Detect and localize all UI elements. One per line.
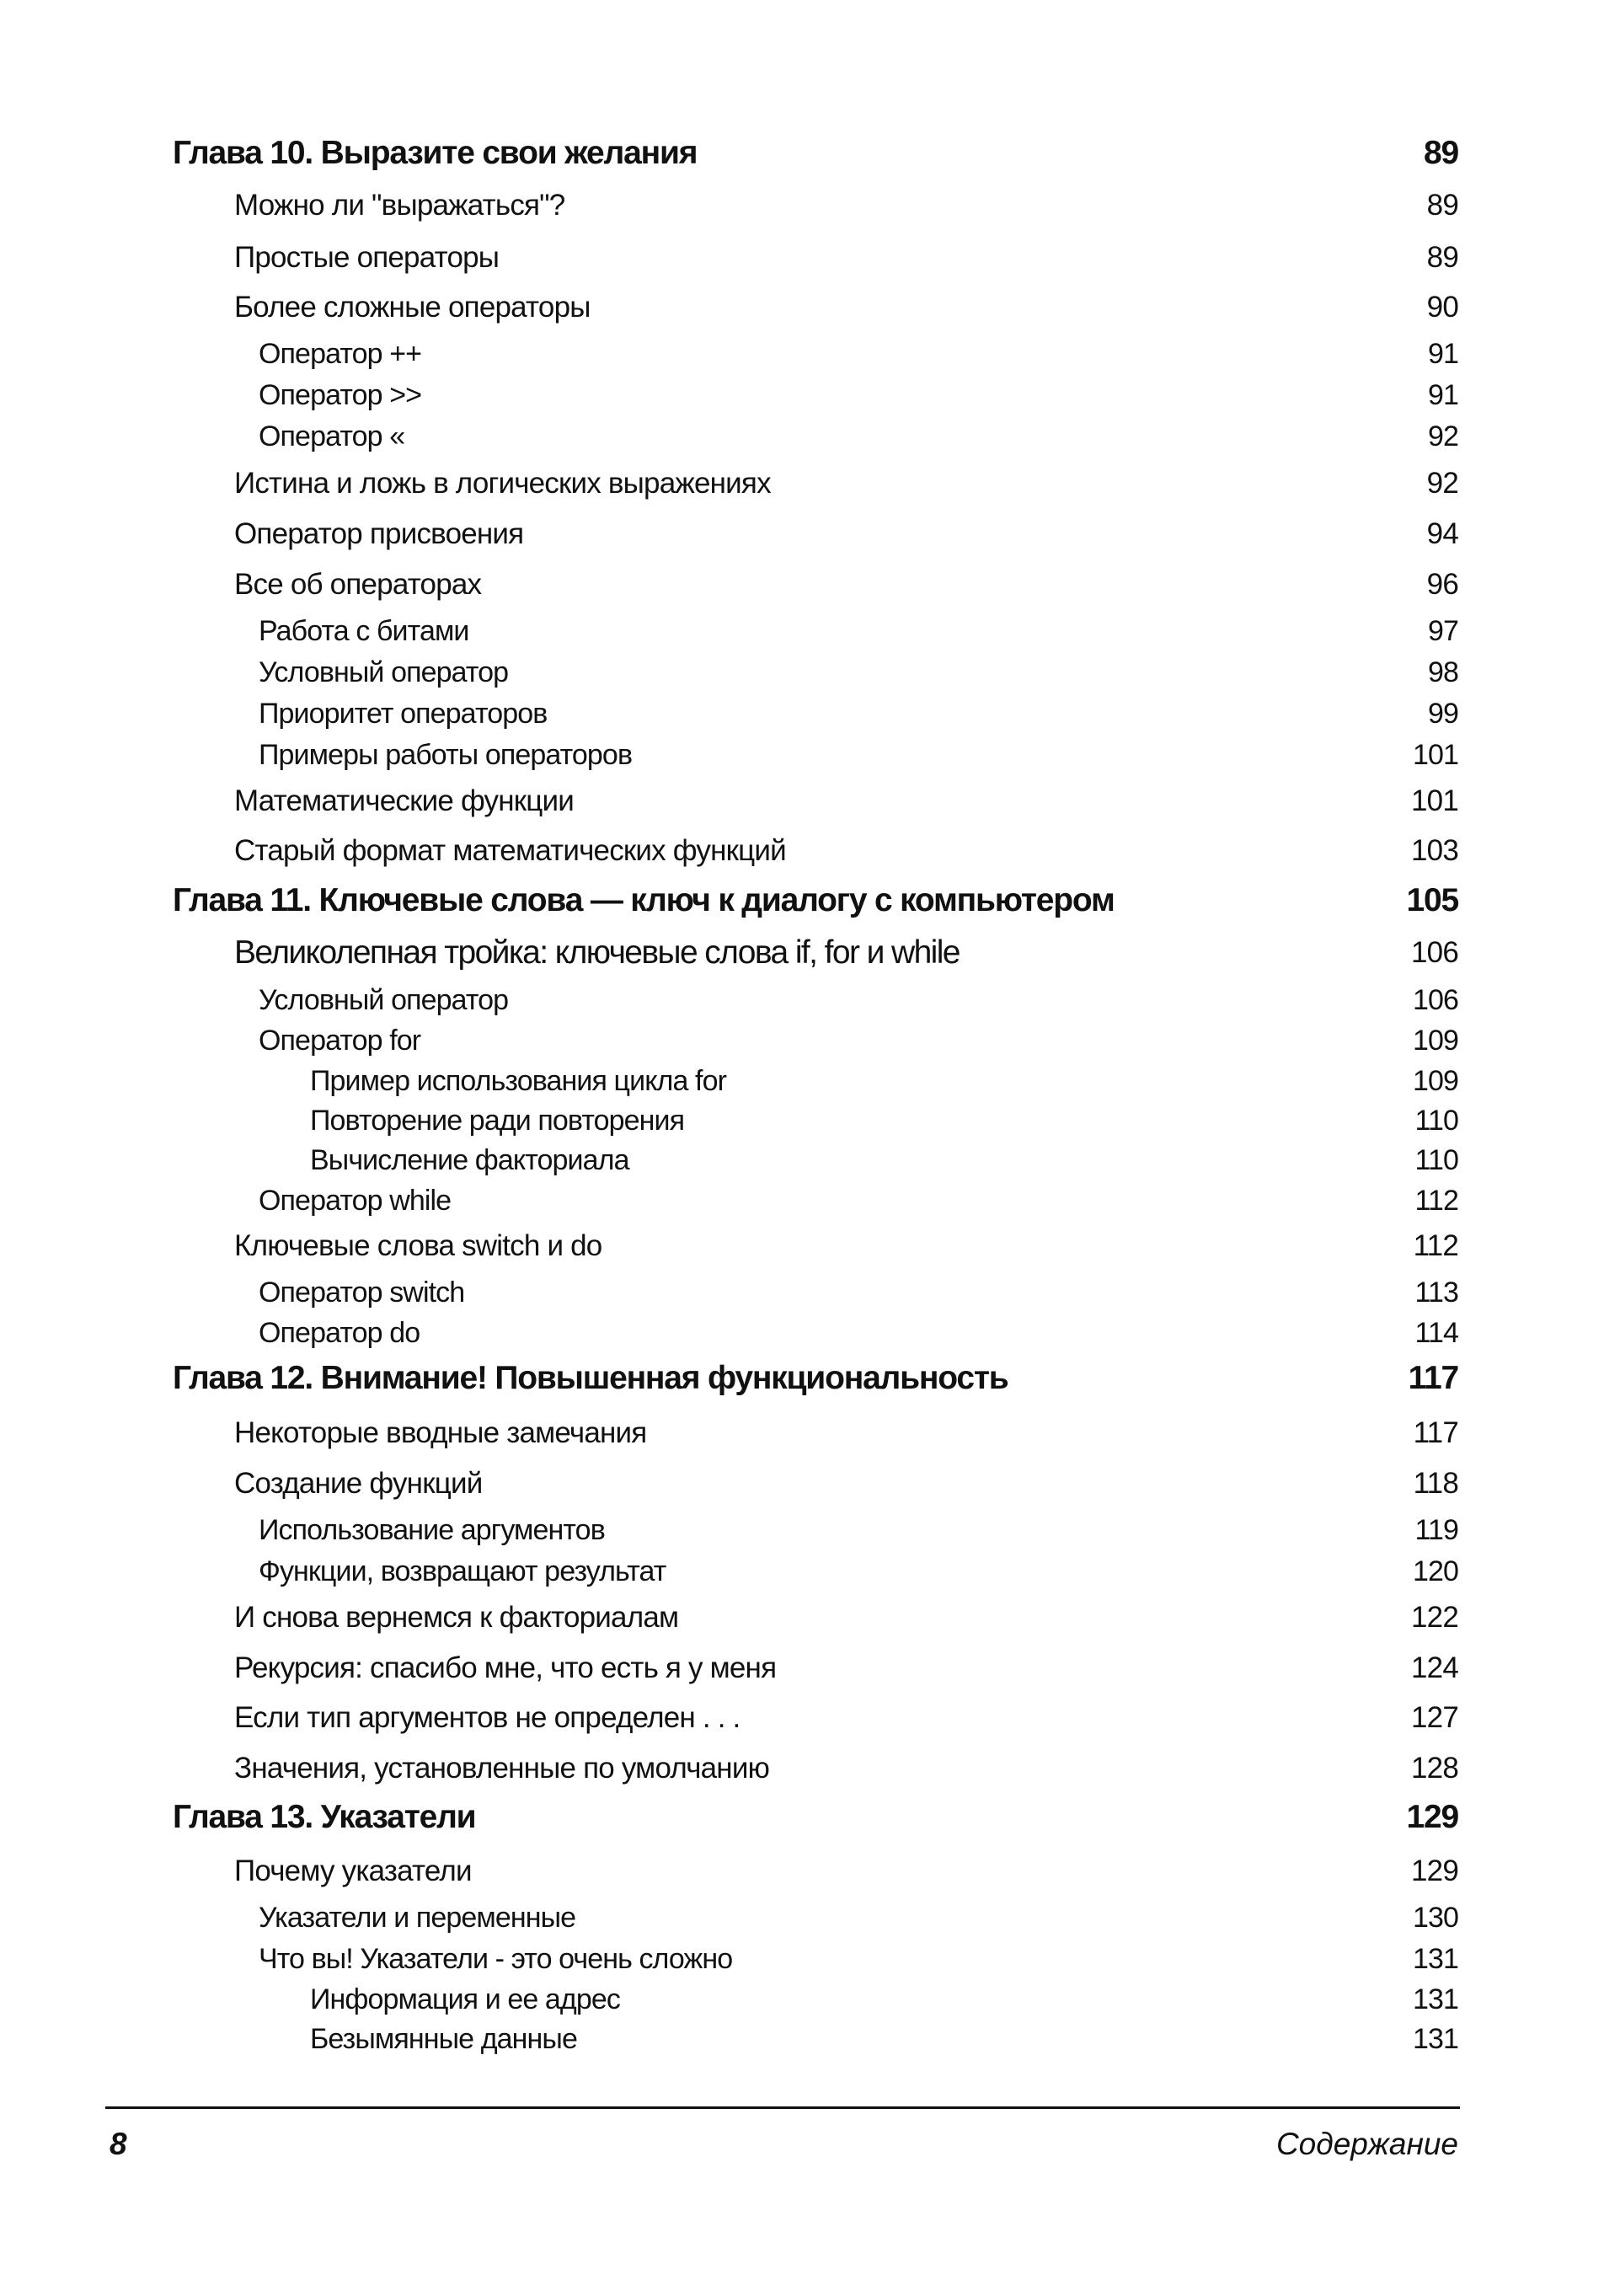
toc-entry-page: 91 bbox=[1427, 338, 1458, 370]
toc-entry-title: Старый формат математических функций bbox=[234, 834, 786, 867]
toc-entry-title: Почему указатели bbox=[234, 1854, 472, 1887]
toc-entry-title: Условный оператор bbox=[259, 656, 509, 688]
toc-entry bbox=[0, 562, 1604, 607]
toc-entry bbox=[0, 732, 1604, 778]
toc-entry bbox=[0, 235, 1604, 281]
toc-entry-page: 129 bbox=[1411, 1854, 1458, 1887]
toc-entry bbox=[0, 1410, 1604, 1456]
toc-entry-title: Оператор while bbox=[259, 1185, 452, 1217]
toc-entry bbox=[0, 1310, 1604, 1356]
footer-divider bbox=[105, 2106, 1460, 2109]
toc-entry bbox=[0, 461, 1604, 506]
toc-entry bbox=[0, 2016, 1604, 2062]
toc-entry-title: Великолепная тройка: ключевые слова if, for и while bbox=[234, 934, 960, 971]
toc-entry-title: Оператор ++ bbox=[259, 338, 422, 370]
toc-entry-page: 105 bbox=[1406, 882, 1458, 918]
toc-entry bbox=[0, 1270, 1604, 1315]
toc-entry bbox=[0, 331, 1604, 377]
toc-entry bbox=[0, 285, 1604, 330]
toc-entry-title: Глава 11. Ключевые слова — ключ к диалогу с компьютером bbox=[173, 882, 1115, 918]
toc-entry-title: Ключевые слова switch и do bbox=[234, 1229, 602, 1262]
toc-entry-page: 129 bbox=[1406, 1799, 1458, 1835]
toc-entry bbox=[0, 1137, 1604, 1183]
toc-entry-title: Функции, возвращают результат bbox=[259, 1555, 666, 1587]
toc-entry-page: 109 bbox=[1412, 1025, 1458, 1057]
toc-entry-title: Информация и ее адрес bbox=[310, 1983, 620, 2015]
toc-entry bbox=[0, 414, 1604, 459]
toc-entry-page: 99 bbox=[1427, 698, 1458, 730]
toc-entry-page: 94 bbox=[1426, 517, 1458, 550]
toc-entry bbox=[0, 1646, 1604, 1691]
toc-entry-page: 122 bbox=[1411, 1601, 1458, 1634]
toc-entry-title: Безымянные данные bbox=[310, 2023, 577, 2055]
toc-entry-page: 98 bbox=[1427, 656, 1458, 688]
toc-entry bbox=[0, 1977, 1604, 2022]
toc-entry bbox=[0, 511, 1604, 557]
toc-entry bbox=[0, 131, 1604, 176]
toc-entry-page: 117 bbox=[1413, 1416, 1458, 1449]
toc-entry bbox=[0, 1018, 1604, 1063]
toc-entry bbox=[0, 1746, 1604, 1791]
toc-entry-page: 120 bbox=[1412, 1555, 1458, 1587]
toc-entry-page: 119 bbox=[1414, 1514, 1458, 1546]
toc-entry bbox=[0, 1098, 1604, 1143]
toc-entry bbox=[0, 1058, 1604, 1104]
toc-entry bbox=[0, 372, 1604, 418]
toc-entry-page: 89 bbox=[1424, 135, 1458, 171]
toc-entry-title: Простые операторы bbox=[234, 241, 500, 274]
toc-entry-page: 112 bbox=[1414, 1185, 1458, 1217]
toc-entry bbox=[0, 930, 1604, 976]
toc-entry bbox=[0, 828, 1604, 874]
toc-entry bbox=[0, 878, 1604, 923]
toc-entry-title: Указатели и переменные bbox=[259, 1902, 576, 1934]
toc-entry-title: Если тип аргументов не определен . . . bbox=[234, 1701, 741, 1734]
toc-entry-page: 92 bbox=[1427, 420, 1458, 452]
toc-entry-page: 96 bbox=[1426, 568, 1458, 601]
toc-entry-title: Рекурсия: спасибо мне, что есть я у меня bbox=[234, 1651, 777, 1684]
toc-entry-title: Оператор for bbox=[259, 1025, 421, 1057]
toc-entry-page: 92 bbox=[1426, 467, 1458, 500]
toc-entry-title: Глава 13. Указатели bbox=[173, 1799, 476, 1835]
toc-entry-title: Приоритет операторов bbox=[259, 698, 548, 730]
toc-entry-title: Использование аргументов bbox=[259, 1514, 605, 1546]
toc-entry bbox=[0, 1795, 1604, 1840]
toc-entry-title: Повторение ради повторения bbox=[310, 1105, 685, 1137]
toc-entry-title: Работа с битами bbox=[259, 615, 469, 647]
toc-entry bbox=[0, 1849, 1604, 1894]
toc-entry bbox=[0, 1595, 1604, 1640]
toc-entry-title: Значения, установленные по умолчанию bbox=[234, 1752, 770, 1785]
toc-entry-title: Создание функций bbox=[234, 1467, 483, 1500]
toc-entry-page: 106 bbox=[1411, 936, 1458, 969]
toc-entry-title: Можно ли "выражаться"? bbox=[234, 189, 565, 222]
toc-entry-page: 97 bbox=[1427, 615, 1458, 647]
toc-entry-page: 114 bbox=[1414, 1317, 1458, 1349]
toc-entry-page: 110 bbox=[1414, 1105, 1458, 1137]
toc-entry-page: 103 bbox=[1411, 834, 1458, 867]
toc-entry-page: 118 bbox=[1413, 1467, 1458, 1500]
toc-entry-title: Оператор >> bbox=[259, 379, 422, 411]
toc-entry-page: 109 bbox=[1412, 1065, 1458, 1097]
toc-entry-page: 113 bbox=[1414, 1276, 1458, 1309]
toc-entry-page: 130 bbox=[1412, 1902, 1458, 1934]
toc-entry-title: Математические функции bbox=[234, 784, 575, 817]
toc-entry-page: 131 bbox=[1412, 1943, 1458, 1975]
toc-entry bbox=[0, 650, 1604, 695]
toc-entry bbox=[0, 1936, 1604, 1982]
toc-entry-title: Что вы! Указатели - это очень сложно bbox=[259, 1943, 733, 1975]
toc-entry-title: Пример использования цикла for bbox=[310, 1065, 727, 1097]
toc-entry bbox=[0, 1356, 1604, 1401]
toc-entry bbox=[0, 608, 1604, 654]
toc-entry-page: 110 bbox=[1414, 1144, 1458, 1176]
toc-entry-title: Оператор switch bbox=[259, 1276, 465, 1309]
footer-page-number: 8 bbox=[110, 2127, 127, 2161]
toc-entry-title: Более сложные операторы bbox=[234, 291, 591, 324]
toc-entry-page: 90 bbox=[1426, 291, 1458, 324]
toc-entry bbox=[0, 1178, 1604, 1223]
toc-entry bbox=[0, 1507, 1604, 1553]
toc-entry bbox=[0, 183, 1604, 228]
toc-entry-page: 131 bbox=[1412, 1983, 1458, 2015]
toc-entry-title: Условный оператор bbox=[259, 984, 509, 1016]
toc-entry-page: 131 bbox=[1412, 2023, 1458, 2055]
toc-entry bbox=[0, 977, 1604, 1023]
toc-entry-page: 112 bbox=[1413, 1229, 1458, 1262]
toc-entry bbox=[0, 1461, 1604, 1507]
toc-entry-title: И снова вернемся к факториалам bbox=[234, 1601, 679, 1634]
toc-entry-page: 128 bbox=[1411, 1752, 1458, 1785]
toc-entry-page: 101 bbox=[1411, 784, 1458, 817]
toc-entry-page: 127 bbox=[1411, 1701, 1458, 1734]
toc-entry-title: Глава 12. Внимание! Повышенная функциональность bbox=[173, 1360, 1008, 1396]
toc-entry-page: 91 bbox=[1427, 379, 1458, 411]
toc-entry-page: 101 bbox=[1412, 739, 1458, 771]
toc-entry bbox=[0, 1695, 1604, 1741]
toc-entry-title: Оператор « bbox=[259, 420, 405, 452]
toc-entry-page: 89 bbox=[1426, 241, 1458, 274]
toc-entry-title: Оператор do bbox=[259, 1317, 420, 1349]
toc-entry bbox=[0, 1223, 1604, 1269]
toc-entry-page: 117 bbox=[1408, 1360, 1458, 1396]
toc-entry-title: Вычисление факториала bbox=[310, 1144, 629, 1176]
toc-entry-title: Глава 10. Выразите свои желания bbox=[173, 135, 698, 171]
toc-entry-page: 106 bbox=[1412, 984, 1458, 1016]
toc-entry bbox=[0, 1895, 1604, 1940]
toc-entry-title: Некоторые вводные замечания bbox=[234, 1416, 647, 1449]
toc-entry-title: Примеры работы операторов bbox=[259, 739, 633, 771]
toc-entry-title: Истина и ложь в логических выражениях bbox=[234, 467, 771, 500]
toc-entry bbox=[0, 691, 1604, 736]
toc-entry-page: 89 bbox=[1426, 189, 1458, 222]
toc-entry bbox=[0, 779, 1604, 824]
toc-entry-title: Оператор присвоения bbox=[234, 517, 524, 550]
toc-entry bbox=[0, 1549, 1604, 1594]
toc-entry-title: Все об операторах bbox=[234, 568, 482, 601]
footer-section-title: Содержание bbox=[1275, 2127, 1458, 2161]
toc-entry-page: 124 bbox=[1411, 1651, 1458, 1684]
